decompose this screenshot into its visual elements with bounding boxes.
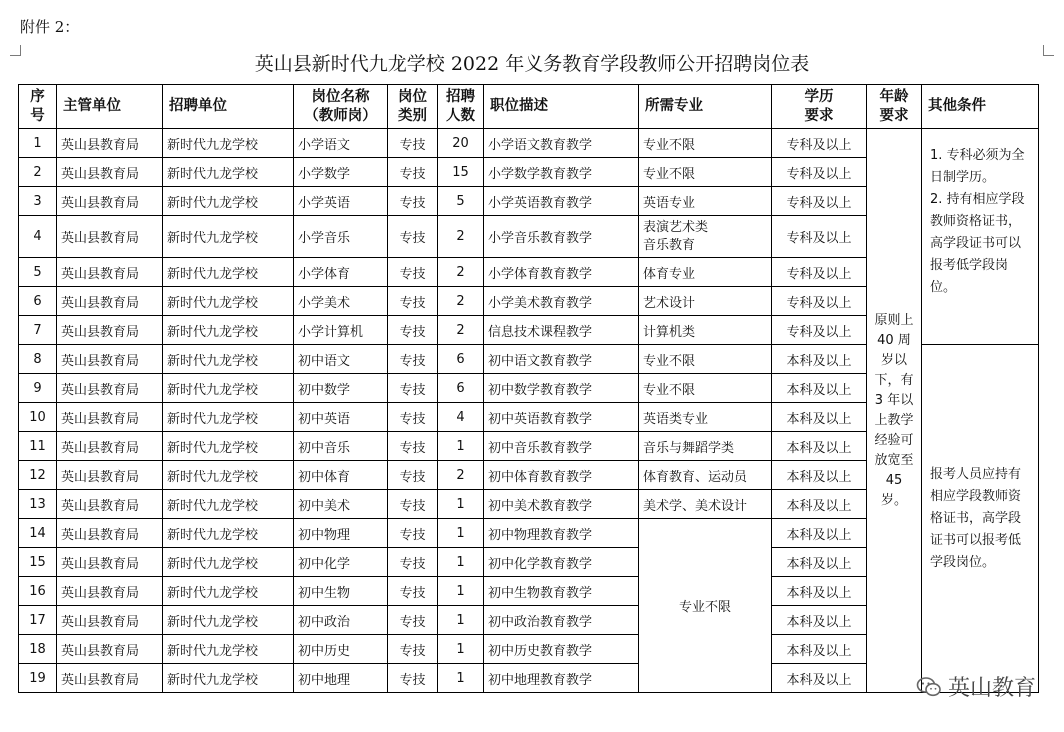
cell-edu: 本科及以上 <box>772 403 867 432</box>
cell-unit: 新时代九龙学校 <box>163 577 294 606</box>
cell-post: 初中生物 <box>294 577 388 606</box>
cell-unit: 新时代九龙学校 <box>163 403 294 432</box>
cell-major: 英语类专业 <box>639 403 772 432</box>
cell-unit: 新时代九龙学校 <box>163 374 294 403</box>
cell-dept: 英山县教育局 <box>57 187 163 216</box>
cell-desc: 小学英语教育教学 <box>484 187 639 216</box>
cell-type: 专技 <box>388 548 438 577</box>
cell-seq: 4 <box>19 216 57 258</box>
cell-major: 艺术设计 <box>639 287 772 316</box>
cell-desc: 初中历史教育教学 <box>484 635 639 664</box>
cell-type: 专技 <box>388 216 438 258</box>
cell-edu: 专科及以上 <box>772 216 867 258</box>
cell-count: 2 <box>438 258 484 287</box>
cell-desc: 小学体育教育教学 <box>484 258 639 287</box>
cell-desc: 初中地理教育教学 <box>484 664 639 693</box>
cell-dept: 英山县教育局 <box>57 158 163 187</box>
document-title: 英山县新时代九龙学校 2022 年义务教育学段教师公开招聘岗位表 <box>254 53 810 75</box>
wechat-icon <box>916 676 942 698</box>
header-edu: 学历 要求 <box>772 85 867 129</box>
cell-post: 初中数学 <box>294 374 388 403</box>
cell-type: 专技 <box>388 490 438 519</box>
cell-edu: 本科及以上 <box>772 345 867 374</box>
cell-type: 专技 <box>388 635 438 664</box>
cell-unit: 新时代九龙学校 <box>163 258 294 287</box>
header-seq: 序 号 <box>19 85 57 129</box>
cell-count: 2 <box>438 316 484 345</box>
cell-type: 专技 <box>388 664 438 693</box>
cell-dept: 英山县教育局 <box>57 577 163 606</box>
cell-type: 专技 <box>388 258 438 287</box>
header-unit: 招聘单位 <box>163 85 294 129</box>
cell-unit: 新时代九龙学校 <box>163 216 294 258</box>
cell-dept: 英山县教育局 <box>57 432 163 461</box>
cell-post: 初中物理 <box>294 519 388 548</box>
cell-seq: 8 <box>19 345 57 374</box>
cell-age-requirement: 原则上 40 周岁以下，有 3 年以上教学经验可放宽至 45 岁。 <box>867 129 922 693</box>
header-post: 岗位名称 （教师岗） <box>294 85 388 129</box>
cell-edu: 本科及以上 <box>772 635 867 664</box>
cell-unit: 新时代九龙学校 <box>163 461 294 490</box>
cell-count: 6 <box>438 374 484 403</box>
cell-major: 专业不限 <box>639 129 772 158</box>
cell-desc: 小学语文教育教学 <box>484 129 639 158</box>
cell-count: 15 <box>438 158 484 187</box>
cell-type: 专技 <box>388 461 438 490</box>
cell-edu: 专科及以上 <box>772 316 867 345</box>
cell-post: 初中英语 <box>294 403 388 432</box>
cell-count: 1 <box>438 635 484 664</box>
cell-desc: 初中生物教育教学 <box>484 577 639 606</box>
watermark <box>916 671 1036 702</box>
cell-major: 表演艺术类 音乐教育 <box>639 216 772 258</box>
cell-count: 5 <box>438 187 484 216</box>
cell-desc: 初中美术教育教学 <box>484 490 639 519</box>
cell-dept: 英山县教育局 <box>57 374 163 403</box>
cell-desc: 小学数学教育教学 <box>484 158 639 187</box>
cell-post: 初中美术 <box>294 490 388 519</box>
cell-dept: 英山县教育局 <box>57 664 163 693</box>
cell-unit: 新时代九龙学校 <box>163 490 294 519</box>
cell-count: 1 <box>438 606 484 635</box>
cell-seq: 19 <box>19 664 57 693</box>
cell-count: 2 <box>438 287 484 316</box>
cell-desc: 信息技术课程教学 <box>484 316 639 345</box>
cell-post: 小学体育 <box>294 258 388 287</box>
cell-unit: 新时代九龙学校 <box>163 187 294 216</box>
cell-count: 2 <box>438 461 484 490</box>
cell-unit: 新时代九龙学校 <box>163 606 294 635</box>
cell-type: 专技 <box>388 432 438 461</box>
cell-type: 专技 <box>388 606 438 635</box>
cell-desc: 初中化学教育教学 <box>484 548 639 577</box>
cell-edu: 专科及以上 <box>772 258 867 287</box>
header-other: 其他条件 <box>922 85 1039 129</box>
header-dept: 主管单位 <box>57 85 163 129</box>
cell-major: 美术学、美术设计 <box>639 490 772 519</box>
cell-count: 2 <box>438 216 484 258</box>
cell-desc: 初中物理教育教学 <box>484 519 639 548</box>
cell-type: 专技 <box>388 158 438 187</box>
cell-edu: 专科及以上 <box>772 187 867 216</box>
cell-edu: 本科及以上 <box>772 577 867 606</box>
cell-other-middle: 报考人员应持有相应学段教师资格证书，高学段证书可以报考低学段岗位。 <box>922 345 1039 693</box>
cell-type: 专技 <box>388 519 438 548</box>
cell-post: 初中地理 <box>294 664 388 693</box>
cell-post: 小学英语 <box>294 187 388 216</box>
recruitment-table <box>18 84 1039 693</box>
cell-post: 初中化学 <box>294 548 388 577</box>
cell-edu: 专科及以上 <box>772 129 867 158</box>
header-age: 年龄 要求 <box>867 85 922 129</box>
cell-type: 专技 <box>388 287 438 316</box>
cell-dept: 英山县教育局 <box>57 548 163 577</box>
cell-seq: 1 <box>19 129 57 158</box>
cell-edu: 本科及以上 <box>772 490 867 519</box>
cell-seq: 11 <box>19 432 57 461</box>
cell-seq: 9 <box>19 374 57 403</box>
cell-seq: 14 <box>19 519 57 548</box>
cell-dept: 英山县教育局 <box>57 287 163 316</box>
cell-desc: 初中语文教育教学 <box>484 345 639 374</box>
cell-desc: 初中政治教育教学 <box>484 606 639 635</box>
cell-count: 1 <box>438 577 484 606</box>
cell-count: 1 <box>438 519 484 548</box>
cell-edu: 本科及以上 <box>772 664 867 693</box>
cell-seq: 6 <box>19 287 57 316</box>
cell-dept: 英山县教育局 <box>57 461 163 490</box>
cell-post: 初中语文 <box>294 345 388 374</box>
cell-count: 4 <box>438 403 484 432</box>
header-major: 所需专业 <box>639 85 772 129</box>
cell-desc: 小学音乐教育教学 <box>484 216 639 258</box>
header-type: 岗位 类别 <box>388 85 438 129</box>
attachment-label: 附件 2： <box>20 18 80 36</box>
cell-major: 专业不限 <box>639 345 772 374</box>
cell-dept: 英山县教育局 <box>57 490 163 519</box>
cell-dept: 英山县教育局 <box>57 519 163 548</box>
cell-unit: 新时代九龙学校 <box>163 316 294 345</box>
header-count: 招聘 人数 <box>438 85 484 129</box>
cell-major: 体育专业 <box>639 258 772 287</box>
cell-dept: 英山县教育局 <box>57 316 163 345</box>
cell-seq: 10 <box>19 403 57 432</box>
cell-dept: 英山县教育局 <box>57 129 163 158</box>
cell-major: 专业不限 <box>639 158 772 187</box>
cell-edu: 本科及以上 <box>772 374 867 403</box>
cell-major: 计算机类 <box>639 316 772 345</box>
cell-count: 1 <box>438 548 484 577</box>
cell-post: 小学数学 <box>294 158 388 187</box>
cell-unit: 新时代九龙学校 <box>163 635 294 664</box>
cell-post: 初中历史 <box>294 635 388 664</box>
cell-post: 小学美术 <box>294 287 388 316</box>
cell-desc: 初中数学教育教学 <box>484 374 639 403</box>
cell-major: 体育教育、运动员 <box>639 461 772 490</box>
cell-edu: 专科及以上 <box>772 158 867 187</box>
cell-type: 专技 <box>388 577 438 606</box>
cell-post: 小学语文 <box>294 129 388 158</box>
watermark-text: 英山教育 <box>947 676 1036 701</box>
cell-type: 专技 <box>388 403 438 432</box>
cell-major: 专业不限 <box>639 374 772 403</box>
cell-desc: 小学美术教育教学 <box>484 287 639 316</box>
cell-seq: 12 <box>19 461 57 490</box>
cell-post: 初中体育 <box>294 461 388 490</box>
cell-post: 初中音乐 <box>294 432 388 461</box>
cell-type: 专技 <box>388 374 438 403</box>
table-header-row <box>19 85 1039 129</box>
cell-edu: 本科及以上 <box>772 519 867 548</box>
header-desc: 职位描述 <box>484 85 639 129</box>
cell-count: 1 <box>438 664 484 693</box>
cell-major: 英语专业 <box>639 187 772 216</box>
cell-desc: 初中体育教育教学 <box>484 461 639 490</box>
cell-count: 20 <box>438 129 484 158</box>
cell-unit: 新时代九龙学校 <box>163 432 294 461</box>
cell-unit: 新时代九龙学校 <box>163 129 294 158</box>
cell-major-merged: 专业不限 <box>639 519 772 693</box>
cell-dept: 英山县教育局 <box>57 216 163 258</box>
cell-unit: 新时代九龙学校 <box>163 548 294 577</box>
cell-count: 1 <box>438 432 484 461</box>
cell-post: 小学音乐 <box>294 216 388 258</box>
cell-dept: 英山县教育局 <box>57 258 163 287</box>
cell-type: 专技 <box>388 187 438 216</box>
cell-edu: 专科及以上 <box>772 287 867 316</box>
cell-unit: 新时代九龙学校 <box>163 519 294 548</box>
cell-seq: 16 <box>19 577 57 606</box>
cell-edu: 本科及以上 <box>772 461 867 490</box>
cell-seq: 18 <box>19 635 57 664</box>
cell-seq: 15 <box>19 548 57 577</box>
cell-edu: 本科及以上 <box>772 432 867 461</box>
cell-seq: 3 <box>19 187 57 216</box>
cell-edu: 本科及以上 <box>772 606 867 635</box>
cell-dept: 英山县教育局 <box>57 606 163 635</box>
cell-dept: 英山县教育局 <box>57 345 163 374</box>
cell-desc: 初中音乐教育教学 <box>484 432 639 461</box>
cell-seq: 5 <box>19 258 57 287</box>
cell-desc: 初中英语教育教学 <box>484 403 639 432</box>
cell-seq: 2 <box>19 158 57 187</box>
cell-count: 6 <box>438 345 484 374</box>
cell-unit: 新时代九龙学校 <box>163 158 294 187</box>
cell-post: 初中政治 <box>294 606 388 635</box>
cell-type: 专技 <box>388 129 438 158</box>
cell-seq: 17 <box>19 606 57 635</box>
cell-type: 专技 <box>388 316 438 345</box>
cell-count: 1 <box>438 490 484 519</box>
cell-other-primary: 1. 专科必须为全日制学历。 2. 持有相应学段教师资格证书，高学段证书可以报考低学段岗位。 <box>922 129 1039 345</box>
cell-dept: 英山县教育局 <box>57 403 163 432</box>
table-row <box>19 129 1039 158</box>
cell-post: 小学计算机 <box>294 316 388 345</box>
cell-edu: 本科及以上 <box>772 548 867 577</box>
cell-type: 专技 <box>388 345 438 374</box>
cell-seq: 7 <box>19 316 57 345</box>
cell-unit: 新时代九龙学校 <box>163 287 294 316</box>
cell-unit: 新时代九龙学校 <box>163 345 294 374</box>
cell-unit: 新时代九龙学校 <box>163 664 294 693</box>
cell-seq: 13 <box>19 490 57 519</box>
cell-major: 音乐与舞蹈学类 <box>639 432 772 461</box>
cell-dept: 英山县教育局 <box>57 635 163 664</box>
